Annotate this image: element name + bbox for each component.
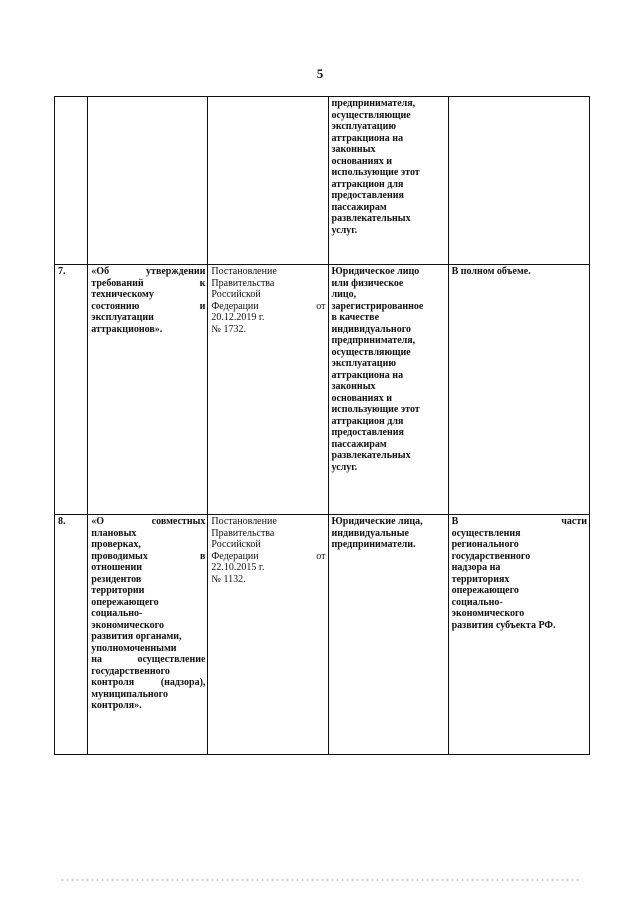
subject-line: осуществляющие xyxy=(331,109,411,121)
subject-cell xyxy=(328,265,448,515)
subject-line: эксплуатацию xyxy=(331,121,396,132)
title-line: экономического xyxy=(91,619,164,631)
subject-line: законных xyxy=(331,381,376,392)
table-row xyxy=(55,97,590,265)
act-line: Федерации от xyxy=(211,550,326,562)
scan-artifact-dots xyxy=(60,877,580,883)
scope-line: экономического xyxy=(451,608,525,619)
act-line: № 1732. xyxy=(211,323,246,335)
title-line: техническому xyxy=(91,289,154,300)
act-line: Постановление xyxy=(211,266,277,277)
subject-cell xyxy=(328,515,448,755)
row-number-cell: 8. xyxy=(55,515,88,755)
title-line: аттракционов». xyxy=(91,323,163,335)
subject-line: осуществляющие xyxy=(331,346,411,358)
act-line: Федерации от xyxy=(211,300,326,312)
title-line: муниципального xyxy=(91,688,168,700)
table-row xyxy=(55,515,590,755)
scope-line: опережающего xyxy=(451,585,519,596)
subject-line: развлекательных xyxy=(331,213,411,224)
act-line: Российской xyxy=(211,539,261,550)
subject-line: индивидуального xyxy=(331,323,411,335)
scope-line: государственного xyxy=(451,550,531,562)
title-line: требований к xyxy=(91,277,206,289)
title-line: плановых xyxy=(91,527,137,539)
title-line: контроля (надзора), xyxy=(91,677,206,688)
act-title-cell xyxy=(88,265,208,515)
title-line: на осуществление xyxy=(91,654,206,665)
subject-line: услуг. xyxy=(331,224,358,236)
subject-line: пассажирам xyxy=(331,438,387,450)
title-line: опережающего xyxy=(91,596,159,608)
scope-cell xyxy=(448,97,589,265)
scope-line: регионального xyxy=(451,539,519,550)
title-line: проверках, xyxy=(91,539,141,550)
subject-line: зарегистрированное xyxy=(331,300,424,312)
table-row xyxy=(55,265,590,515)
scope-line: В части xyxy=(451,516,587,527)
row-number-cell: 7. xyxy=(55,265,88,515)
act-details-cell xyxy=(208,265,328,515)
subject-line: пассажирам xyxy=(331,201,387,213)
scope-line: надзора на xyxy=(451,562,501,573)
title-line: государственного xyxy=(91,665,170,677)
act-line: Правительства xyxy=(211,277,275,289)
subject-line: предпринимателя, xyxy=(331,335,416,346)
scope-cell xyxy=(448,265,589,515)
act-line: Постановление xyxy=(211,516,277,527)
subject-line: предоставления xyxy=(331,427,404,438)
subject-line: предприниматели. xyxy=(331,539,416,550)
act-line: 20.12.2019 г. xyxy=(211,312,265,323)
subject-line: предоставления xyxy=(331,190,404,201)
subject-line: аттракциона на xyxy=(331,369,404,381)
scope-line: осуществления xyxy=(451,527,521,539)
subject-line: лицо, xyxy=(331,289,357,300)
act-line: 22.10.2015 г. xyxy=(211,562,265,573)
subject-line: предпринимателя, xyxy=(331,98,416,109)
title-line: территории xyxy=(91,585,145,596)
scope-line: территориях xyxy=(451,573,510,585)
act-details-cell xyxy=(208,97,328,265)
title-line: эксплуатации xyxy=(91,312,154,323)
title-line: развития органами, xyxy=(91,631,182,642)
scope-line: развития субъекта РФ. xyxy=(451,619,556,631)
subject-cell xyxy=(328,97,448,265)
subject-line: Юридическое лицо xyxy=(331,266,420,277)
page-number: 5 xyxy=(316,66,324,81)
scope-line: В полном объеме. xyxy=(451,266,531,277)
subject-line: индивидуальные xyxy=(331,527,409,539)
subject-line: развлекательных xyxy=(331,450,411,461)
subject-line: использующие этот xyxy=(331,167,420,178)
subject-line: или физическое xyxy=(331,277,404,289)
act-line: № 1132. xyxy=(211,573,246,585)
subject-line: в качестве xyxy=(331,312,380,323)
row-number-cell xyxy=(55,97,88,265)
subject-line: Юридические лица, xyxy=(331,516,423,527)
title-line: проводимых в xyxy=(91,550,206,562)
title-line: контроля». xyxy=(91,700,142,711)
scope-cell xyxy=(448,515,589,755)
title-line: отношении xyxy=(91,562,143,573)
act-line: Российской xyxy=(211,289,261,300)
title-line: уполномоченными xyxy=(91,642,177,654)
act-title-cell xyxy=(88,97,208,265)
scope-line: социально- xyxy=(451,596,503,608)
subject-line: аттракцион для xyxy=(331,415,404,427)
subject-line: аттракцион для xyxy=(331,178,404,190)
subject-line: эксплуатацию xyxy=(331,358,396,369)
regulations-table xyxy=(54,96,590,755)
title-line: «Об утверждении xyxy=(91,266,206,277)
act-title-cell xyxy=(88,515,208,755)
subject-line: услуг. xyxy=(331,461,358,473)
act-details-cell xyxy=(208,515,328,755)
subject-line: законных xyxy=(331,144,376,155)
title-line: состоянию и xyxy=(91,300,206,312)
subject-line: основаниях и xyxy=(331,392,393,404)
title-line: резидентов xyxy=(91,573,142,585)
act-line: Правительства xyxy=(211,527,275,539)
subject-line: аттракциона на xyxy=(331,132,404,144)
title-line: «О совместных xyxy=(91,516,206,527)
title-line: социально- xyxy=(91,608,143,619)
subject-line: основаниях и xyxy=(331,155,393,167)
subject-line: использующие этот xyxy=(331,404,420,415)
